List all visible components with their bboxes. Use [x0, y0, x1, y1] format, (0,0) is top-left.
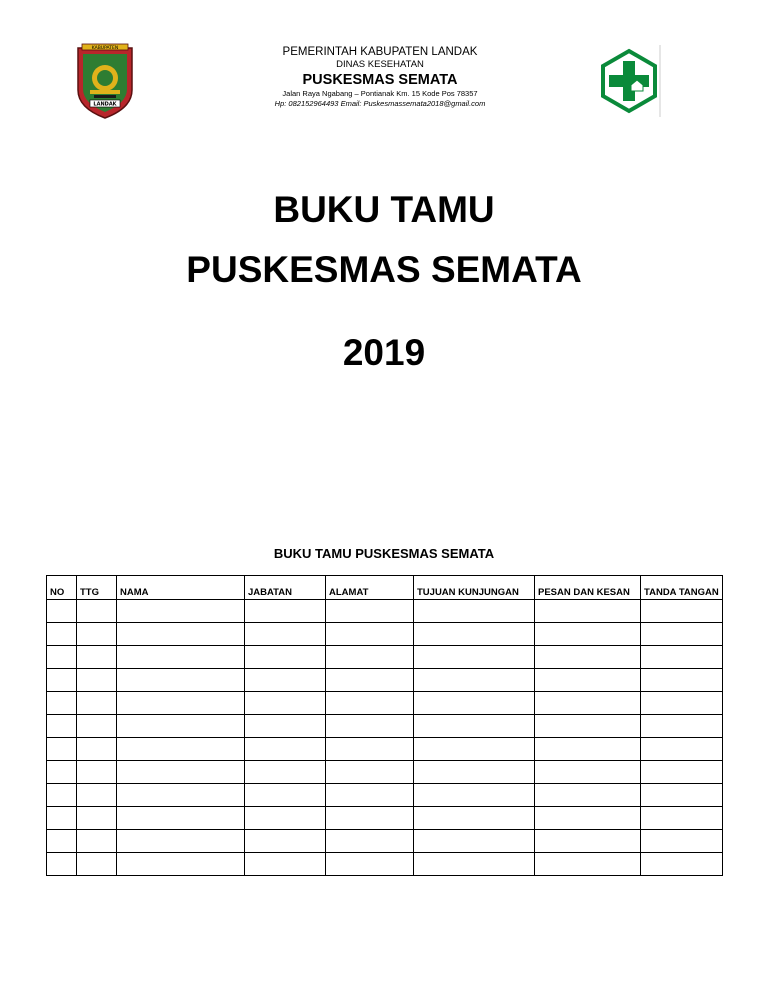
table-cell — [47, 784, 77, 807]
table-cell — [47, 623, 77, 646]
table-cell — [641, 623, 723, 646]
table-cell — [641, 784, 723, 807]
cover-year: 2019 — [342, 332, 426, 373]
table-cell — [117, 623, 245, 646]
table-cell — [117, 715, 245, 738]
table-cell — [326, 623, 414, 646]
table-cell — [47, 738, 77, 761]
table-cell — [535, 623, 641, 646]
table-cell — [77, 646, 117, 669]
table-cell — [77, 623, 117, 646]
institution-address: Jalan Raya Ngabang – Pontianak Km. 15 Kode Pos 78357 — [282, 89, 478, 98]
table-cell — [117, 646, 245, 669]
table-cell — [47, 761, 77, 784]
puskesmas-logo-icon — [597, 45, 661, 117]
cover-title-line2: PUSKESMAS SEMATA — [186, 249, 582, 290]
table-cell — [414, 646, 535, 669]
emblem-caption: LANDAK — [93, 101, 117, 108]
column-header-tujuan-kunjungan: TUJUAN KUNJUNGAN — [414, 576, 535, 600]
column-header-no: NO — [47, 576, 77, 600]
table-cell — [414, 830, 535, 853]
table-cell — [641, 669, 723, 692]
table-cell — [245, 830, 326, 853]
table-cell — [535, 830, 641, 853]
guest-table-body — [47, 600, 723, 876]
table-cell — [326, 853, 414, 876]
column-header-tanda-tangan: TANDA TANGAN — [641, 576, 723, 600]
table-cell — [414, 853, 535, 876]
table-cell — [641, 692, 723, 715]
table-row — [47, 692, 723, 715]
guest-book-table — [46, 575, 723, 876]
table-cell — [47, 807, 77, 830]
table-cell — [245, 692, 326, 715]
cover-title-line1: BUKU TAMU — [273, 189, 495, 230]
table-cell — [47, 830, 77, 853]
table-cell — [641, 715, 723, 738]
table-cell — [641, 738, 723, 761]
table-cell — [414, 738, 535, 761]
table-cell — [535, 669, 641, 692]
table-cell — [117, 853, 245, 876]
table-cell — [77, 600, 117, 623]
table-cell — [77, 669, 117, 692]
table-cell — [535, 692, 641, 715]
table-row — [47, 715, 723, 738]
table-cell — [47, 646, 77, 669]
institution-contact: Hp: 082152964493 Email: Puskesmassemata2018@gmail.com — [274, 99, 486, 108]
table-cell — [77, 738, 117, 761]
table-cell — [245, 600, 326, 623]
column-header-alamat: ALAMAT — [326, 576, 414, 600]
table-cell — [641, 600, 723, 623]
table-cell — [414, 623, 535, 646]
table-cell — [414, 807, 535, 830]
table-cell — [77, 784, 117, 807]
table-cell — [535, 600, 641, 623]
table-cell — [47, 669, 77, 692]
landak-regency-emblem-icon — [74, 42, 136, 120]
table-cell — [47, 600, 77, 623]
table-cell — [77, 830, 117, 853]
table-cell — [414, 784, 535, 807]
table-cell — [641, 853, 723, 876]
guest-table-title: BUKU TAMU PUSKESMAS SEMATA — [273, 546, 495, 561]
table-cell — [535, 784, 641, 807]
table-cell — [641, 830, 723, 853]
table-cell — [245, 623, 326, 646]
table-cell — [326, 830, 414, 853]
table-row — [47, 646, 723, 669]
table-cell — [326, 715, 414, 738]
table-cell — [535, 646, 641, 669]
table-cell — [245, 738, 326, 761]
table-cell — [117, 761, 245, 784]
table-cell — [245, 669, 326, 692]
column-header-nama: NAMA — [117, 576, 245, 600]
table-cell — [77, 715, 117, 738]
table-header-row — [47, 576, 723, 600]
table-cell — [77, 692, 117, 715]
table-cell — [245, 715, 326, 738]
government-name: PEMERINTAH KABUPATEN LANDAK — [282, 46, 478, 58]
table-cell — [117, 784, 245, 807]
table-cell — [326, 692, 414, 715]
letterhead — [0, 0, 768, 125]
table-row — [47, 600, 723, 623]
table-cell — [326, 669, 414, 692]
table-row — [47, 761, 723, 784]
table-row — [47, 830, 723, 853]
table-cell — [535, 853, 641, 876]
department-name: DINAS KESEHATAN — [336, 59, 424, 70]
table-cell — [326, 600, 414, 623]
table-cell — [117, 600, 245, 623]
table-cell — [77, 853, 117, 876]
table-cell — [641, 807, 723, 830]
table-cell — [245, 761, 326, 784]
table-cell — [535, 807, 641, 830]
table-cell — [117, 669, 245, 692]
table-cell — [47, 692, 77, 715]
table-cell — [326, 784, 414, 807]
table-row — [47, 669, 723, 692]
table-cell — [245, 807, 326, 830]
table-cell — [414, 669, 535, 692]
table-cell — [326, 738, 414, 761]
table-cell — [245, 646, 326, 669]
table-cell — [326, 807, 414, 830]
table-cell — [535, 715, 641, 738]
table-cell — [535, 738, 641, 761]
table-cell — [47, 853, 77, 876]
table-cell — [414, 715, 535, 738]
table-row — [47, 738, 723, 761]
table-cell — [245, 853, 326, 876]
table-row — [47, 807, 723, 830]
table-cell — [117, 692, 245, 715]
table-row — [47, 853, 723, 876]
table-cell — [641, 761, 723, 784]
emblem-top-text: KABUPATEN — [91, 46, 119, 51]
table-cell — [117, 738, 245, 761]
table-cell — [117, 830, 245, 853]
table-cell — [414, 761, 535, 784]
table-cell — [77, 807, 117, 830]
letterhead-text — [252, 46, 508, 109]
table-cell — [245, 784, 326, 807]
table-cell — [117, 807, 245, 830]
table-cell — [326, 646, 414, 669]
column-header-pesan-dan-kesan: PESAN DAN KESAN — [535, 576, 641, 600]
institution-name: PUSKESMAS SEMATA — [302, 72, 458, 88]
table-row — [47, 623, 723, 646]
table-cell — [47, 715, 77, 738]
table-row — [47, 784, 723, 807]
table-cell — [326, 761, 414, 784]
table-cell — [414, 692, 535, 715]
table-cell — [414, 600, 535, 623]
table-cell — [641, 646, 723, 669]
table-cell — [535, 761, 641, 784]
column-header-ttg: TTG — [77, 576, 117, 600]
table-cell — [77, 761, 117, 784]
column-header-jabatan: JABATAN — [245, 576, 326, 600]
